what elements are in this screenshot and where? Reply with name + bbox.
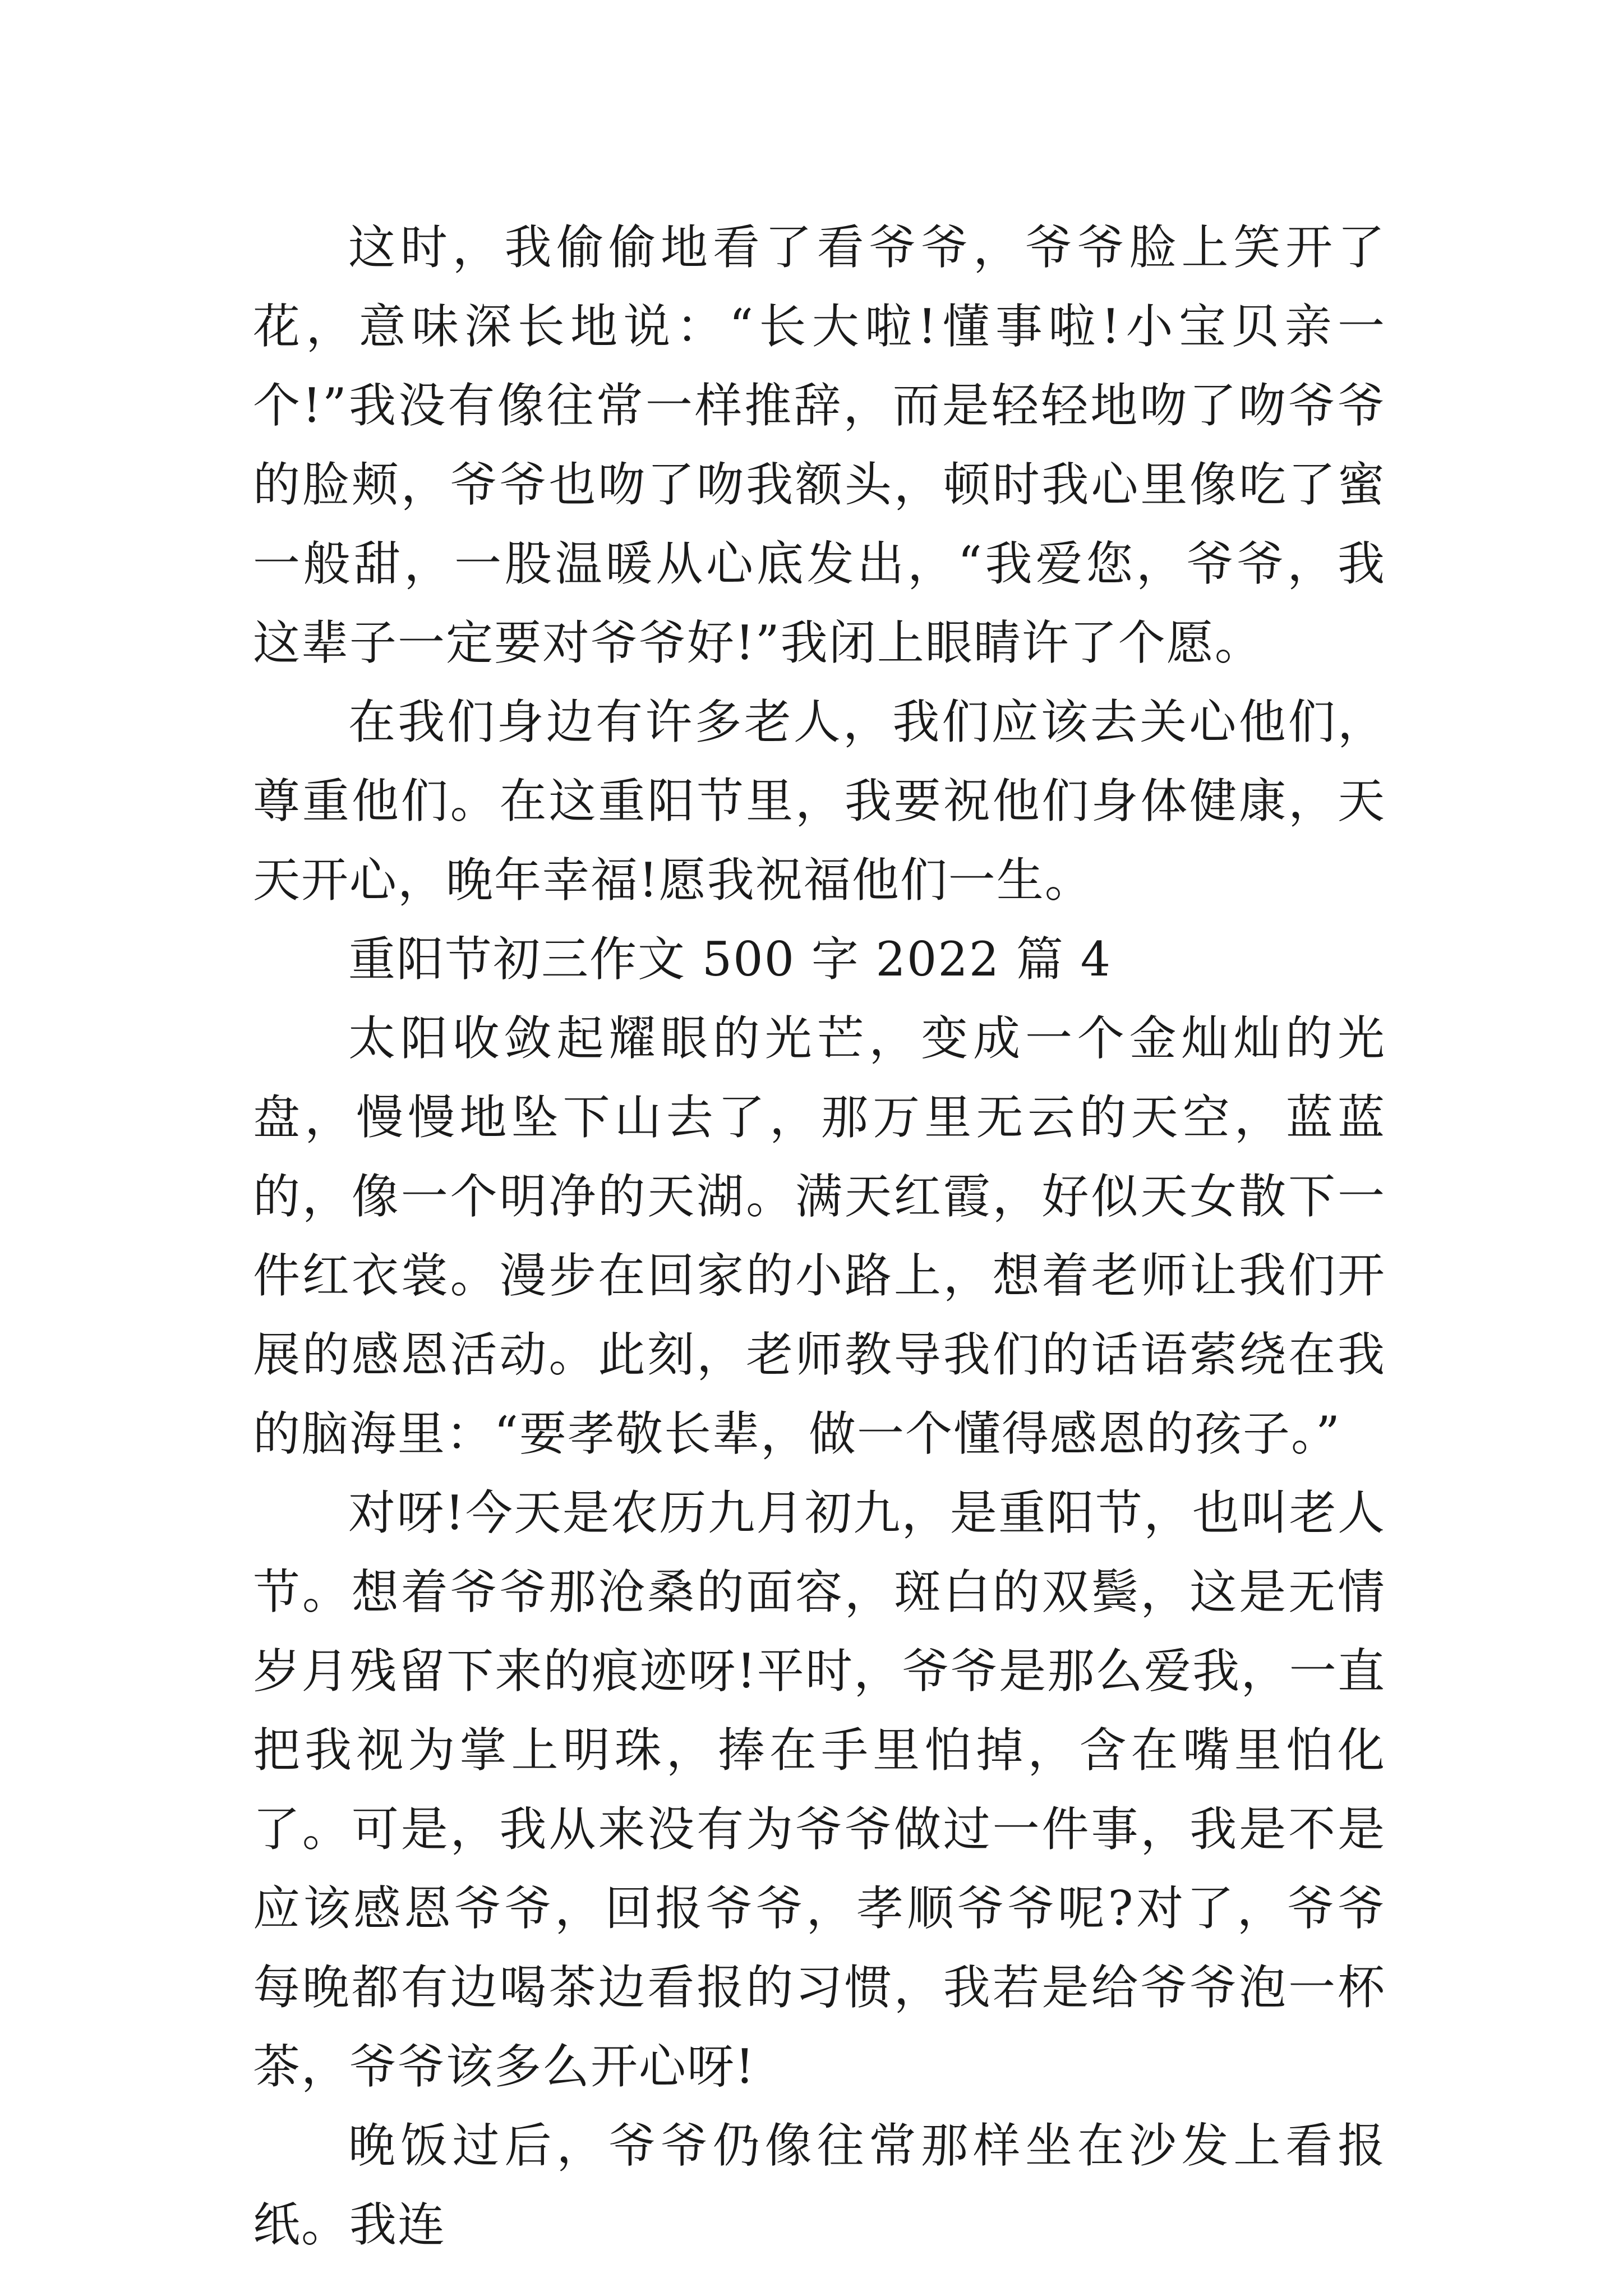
text-line: 想着爷爷那沧桑的面容，斑白的双鬓，这是无情岁月残留下 (253, 1565, 1386, 1699)
text-line: 幸福!愿我祝福他们一生。 (542, 853, 1093, 908)
paragraph (253, 1474, 1386, 2106)
text-line: 晚饭过后，爷爷仍像往常那样坐在沙发上看报纸。我连 (253, 2118, 1386, 2252)
text-line: 我们的话语萦绕在我的脑海里：“要孝敬长辈，做一个懂得 (253, 1327, 1386, 1461)
text-line: 来的痕迹呀!平时，爷爷是那么爱我，一直把我视为掌上明 (253, 1644, 1386, 1778)
text-line: 感恩的孩子。” (1049, 1406, 1341, 1461)
text-line: 深长地说：“长大啦!懂事啦!小宝贝亲一个!”我没有像往常 (253, 299, 1386, 433)
text-line: “我爱您，爷爷，我这辈子一定要对爷爷好!”我闭上眼睛 (253, 536, 1386, 670)
heading-text: 重阳节初三作文 500 字 2022 篇 4 (348, 932, 1112, 987)
text-line: 在我们身边有许多老人，我们应该去关心他们，尊重他 (253, 694, 1386, 829)
text-line: 太阳收敛起耀眼的光芒，变成一个金灿灿的光盘，慢慢 (253, 1011, 1386, 1145)
text-line: 小路上，想着老师让我们开展的感恩活动。此刻，老师教导 (253, 1248, 1386, 1382)
section-heading (253, 920, 1386, 999)
text-line: 这时，我偷偷地看了看爷爷，爷爷脸上笑开了花，意味 (253, 220, 1386, 354)
text-line: 一样推辞，而是轻轻地吻了吻爷爷的脸颊，爷爷也吻了吻我 (253, 378, 1386, 512)
paragraph (253, 208, 1386, 683)
paragraph (253, 683, 1386, 920)
body-text (253, 208, 1386, 2265)
text-line: 对呀!今天是农历九月初九，是重阳节，也叫老人节。 (253, 1485, 1386, 1619)
text-line: 额头，顿时我心里像吃了蜜一般甜，一股温暖从心底发出， (253, 457, 1386, 591)
text-line: 爷爷做过一件事，我是不是应该感恩爷爷，回报爷爷，孝顺 (253, 1802, 1386, 1936)
paragraph (253, 999, 1386, 1474)
text-line: 们。在这重阳节里，我要祝他们身体健康，天天开心，晚年 (253, 774, 1386, 908)
text-line: 珠，捧在手里怕掉，含在嘴里怕化了。可是，我从来没有为 (253, 1723, 1386, 1857)
text-line: 天湖。满天红霞，好似天女散下一件红衣裳。漫步在回家的 (253, 1169, 1386, 1303)
text-line: 许了个愿。 (1021, 615, 1263, 670)
text-line: 爷爷呢?对了，爷爷每晚都有边喝茶边看报的习惯，我若是 (253, 1881, 1386, 2015)
text-line: 给爷爷泡一杯茶，爷爷该多么开心呀! (253, 1960, 1386, 2094)
text-line: 地坠下山去了，那万里无云的天空，蓝蓝的，像一个明净的 (253, 1090, 1386, 1224)
paragraph (253, 2106, 1386, 2265)
